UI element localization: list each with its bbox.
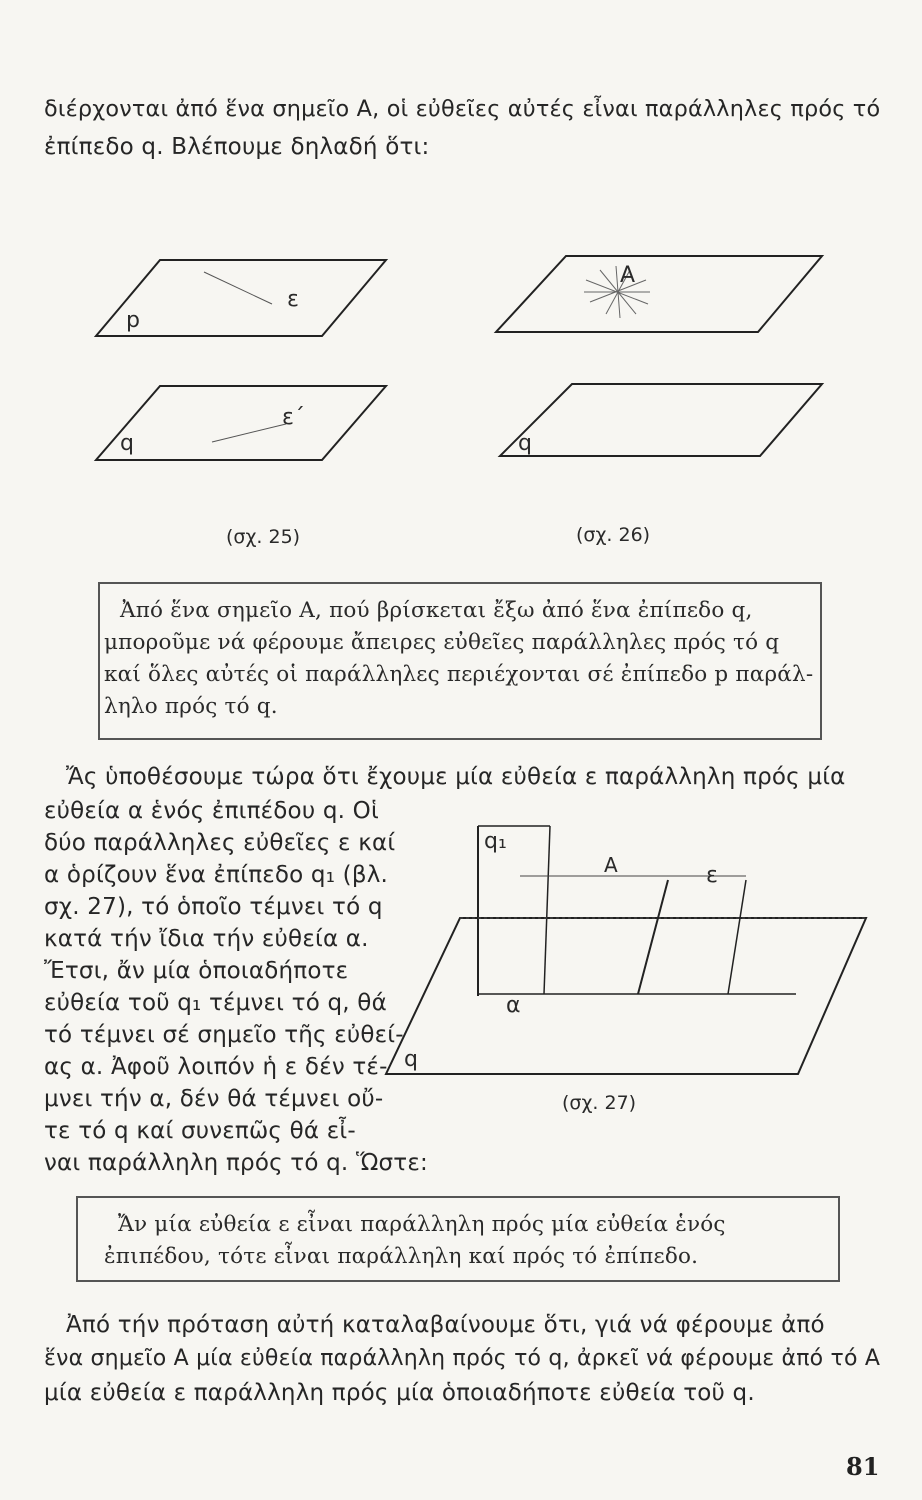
body-line-2: εὐθεία α ἑνός ἐπιπέδου q. Οἱ xyxy=(44,798,379,824)
fig25-label-q: q xyxy=(120,431,134,456)
body-line-5: σχ. 27), τό ὁποῖο τέμνει τό q xyxy=(44,894,383,920)
conclusion-line-1: Ἀπό τήν πρόταση αὐτή καταλαβαίνουμε ὅτι, γιά νά φέρουμε ἀπό xyxy=(66,1312,825,1338)
theorem2-line-1: Ἄν μία εὐθεία ε εἶναι παράλληλη πρός μία εὐθεία ἑνός xyxy=(118,1212,726,1237)
body-line-7: Ἔτσι, ἄν μία ὁποιαδήποτε xyxy=(44,958,349,984)
body-line-13: ναι παράλληλη πρός τό q. Ὥστε: xyxy=(44,1150,428,1176)
body-line-12: τε τό q καί συνεπῶς θά εἶ- xyxy=(44,1118,356,1144)
intro-line-2: ἐπίπεδο q. Βλέπουμε δηλαδή ὅτι: xyxy=(44,134,430,160)
fig27-plane-q xyxy=(386,918,866,1074)
body-line-6: κατά τήν ἴδια τήν εὐθεία α. xyxy=(44,926,369,952)
fig27-label-q: q xyxy=(404,1047,418,1072)
theorem-box-2 xyxy=(76,1196,840,1282)
fig26-caption: (σχ. 26) xyxy=(576,524,651,546)
fig26-line-bundle xyxy=(584,266,650,318)
fig27-label-q1: q₁ xyxy=(484,829,507,854)
body-line-1: Ἄς ὑποθέσουμε τώρα ὅτι ἔχουμε μία εὐθεία ε παράλληλη πρός μία xyxy=(66,764,846,790)
body-line-11: μνει τήν α, δέν θά τέμνει οὔ- xyxy=(44,1086,384,1112)
theorem1-line-1: Ἀπό ἕνα σημεῖο A, πού βρίσκεται ἔξω ἀπό ἕνα ἐπίπεδο q, xyxy=(120,598,753,623)
theorem1-line-2: μποροῦμε νά φέρουμε ἄπειρες εὐθεῖες παράλληλες πρός τό q xyxy=(104,630,780,655)
intro-line-1: διέρχονται ἀπό ἕνα σημεῖο A, οἱ εὐθεῖες αὐτές εἶναι παράλληλες πρός τό xyxy=(44,96,881,122)
body-line-9: τό τέμνει σέ σημεῖο τῆς εὐθεί- xyxy=(44,1022,404,1048)
body-line-8: εὐθεία τοῦ q₁ τέμνει τό q, θά xyxy=(44,990,387,1016)
fig27-label-a: α xyxy=(506,993,521,1018)
conclusion-line-3: μία εὐθεία ε παράλληλη πρός μία ὁποιαδήποτε εὐθεία τοῦ q. xyxy=(44,1380,755,1406)
fig25-line-e-prime xyxy=(212,424,286,442)
fig27-slanted-line-2 xyxy=(728,880,746,994)
conclusion-line-2: ἕνα σημεῖο A μία εὐθεία παράλληλη πρός τό q, ἀρκεῖ νά φέρουμε ἀπό τό A xyxy=(44,1346,881,1371)
fig27-label-A: A xyxy=(604,853,618,877)
fig25-label-e: ε xyxy=(287,287,299,312)
fig25-line-e xyxy=(204,272,272,304)
body-line-10: ας α. Ἀφοῦ λοιπόν ἡ ε δέν τέ- xyxy=(44,1054,388,1080)
fig25-label-e-prime: ε΄ xyxy=(282,405,305,430)
page-number: 81 xyxy=(846,1452,880,1481)
fig25-label-p: p xyxy=(126,308,140,333)
theorem2-line-2: ἐπιπέδου, τότε εἶναι παράλληλη καί πρός τό ἐπίπεδο. xyxy=(104,1244,699,1269)
fig25-caption: (σχ. 25) xyxy=(226,526,301,548)
theorem1-line-4: ληλο πρός τό q. xyxy=(104,694,278,719)
fig25-plane-q xyxy=(96,386,386,460)
fig26-label-A: A xyxy=(620,263,636,288)
fig26-plane-q xyxy=(500,384,822,456)
fig27-slanted-line-1 xyxy=(638,880,668,994)
theorem1-line-3: καί ὅλες αὐτές οἱ παράλληλες περιέχονται σέ ἐπίπεδο p παράλ- xyxy=(104,662,814,687)
body-line-3: δύο παράλληλες εὐθεῖες ε καί xyxy=(44,830,396,856)
fig27-caption: (σχ. 27) xyxy=(562,1092,637,1114)
fig26-label-q: q xyxy=(518,431,532,456)
fig27-label-e: ε xyxy=(706,863,718,888)
fig27-plane-q1-right xyxy=(544,826,550,994)
body-line-4: α ὁρίζουν ἕνα ἐπίπεδο q₁ (βλ. xyxy=(44,862,389,888)
fig26-plane-p xyxy=(496,256,822,332)
